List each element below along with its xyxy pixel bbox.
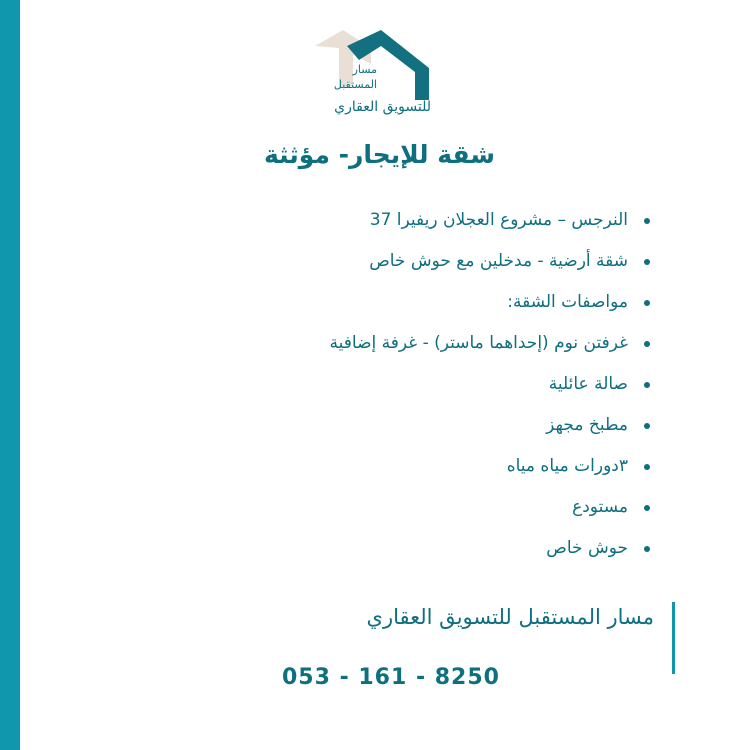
list-item: [330, 241, 650, 282]
list-item: [330, 364, 650, 405]
feature-text: مواصفات الشقة:: [507, 292, 628, 312]
bullet-icon: [644, 300, 650, 306]
feature-text: مطبخ مجهز: [546, 415, 628, 435]
feature-list: [330, 200, 650, 569]
list-item: [330, 487, 650, 528]
feature-text: غرفتن نوم (إحداهما ماستر) - غرفة إضافية: [329, 333, 628, 353]
bullet-icon: [644, 505, 650, 511]
list-item: [330, 446, 650, 487]
feature-text: شقة أرضية - مدخلين مع حوش خاص: [369, 251, 628, 271]
bullet-icon: [644, 341, 650, 347]
list-item: [330, 323, 650, 364]
feature-text: ٣دورات مياه مياه: [506, 456, 628, 476]
list-item: [330, 405, 650, 446]
bullet-icon: [644, 382, 650, 388]
contact-divider: [672, 602, 675, 674]
bullet-icon: [644, 546, 650, 552]
company-logo: [305, 28, 445, 124]
logo-tagline: للتسويق العقاري: [334, 99, 431, 115]
feature-text: النرجس – مشروع العجلان ريفيرا 37: [369, 210, 628, 230]
bullet-icon: [644, 423, 650, 429]
company-name: مسار المستقبل للتسويق العقاري: [366, 605, 654, 629]
phone-number[interactable]: 053 - 161 - 8250: [282, 665, 500, 690]
bullet-icon: [644, 218, 650, 224]
list-item: [330, 200, 650, 241]
listing-title: شقة للإيجار- مؤثثة: [264, 140, 495, 169]
list-item: [330, 528, 650, 569]
feature-text: حوش خاص: [546, 538, 628, 558]
bullet-icon: [644, 259, 650, 265]
feature-text: مستودع: [572, 497, 628, 517]
left-accent-bar: [0, 0, 20, 750]
logo-brand-name: مسار المستقبل: [333, 63, 377, 91]
list-item: [330, 282, 650, 323]
feature-text: صالة عائلية: [548, 374, 628, 394]
bullet-icon: [644, 464, 650, 470]
